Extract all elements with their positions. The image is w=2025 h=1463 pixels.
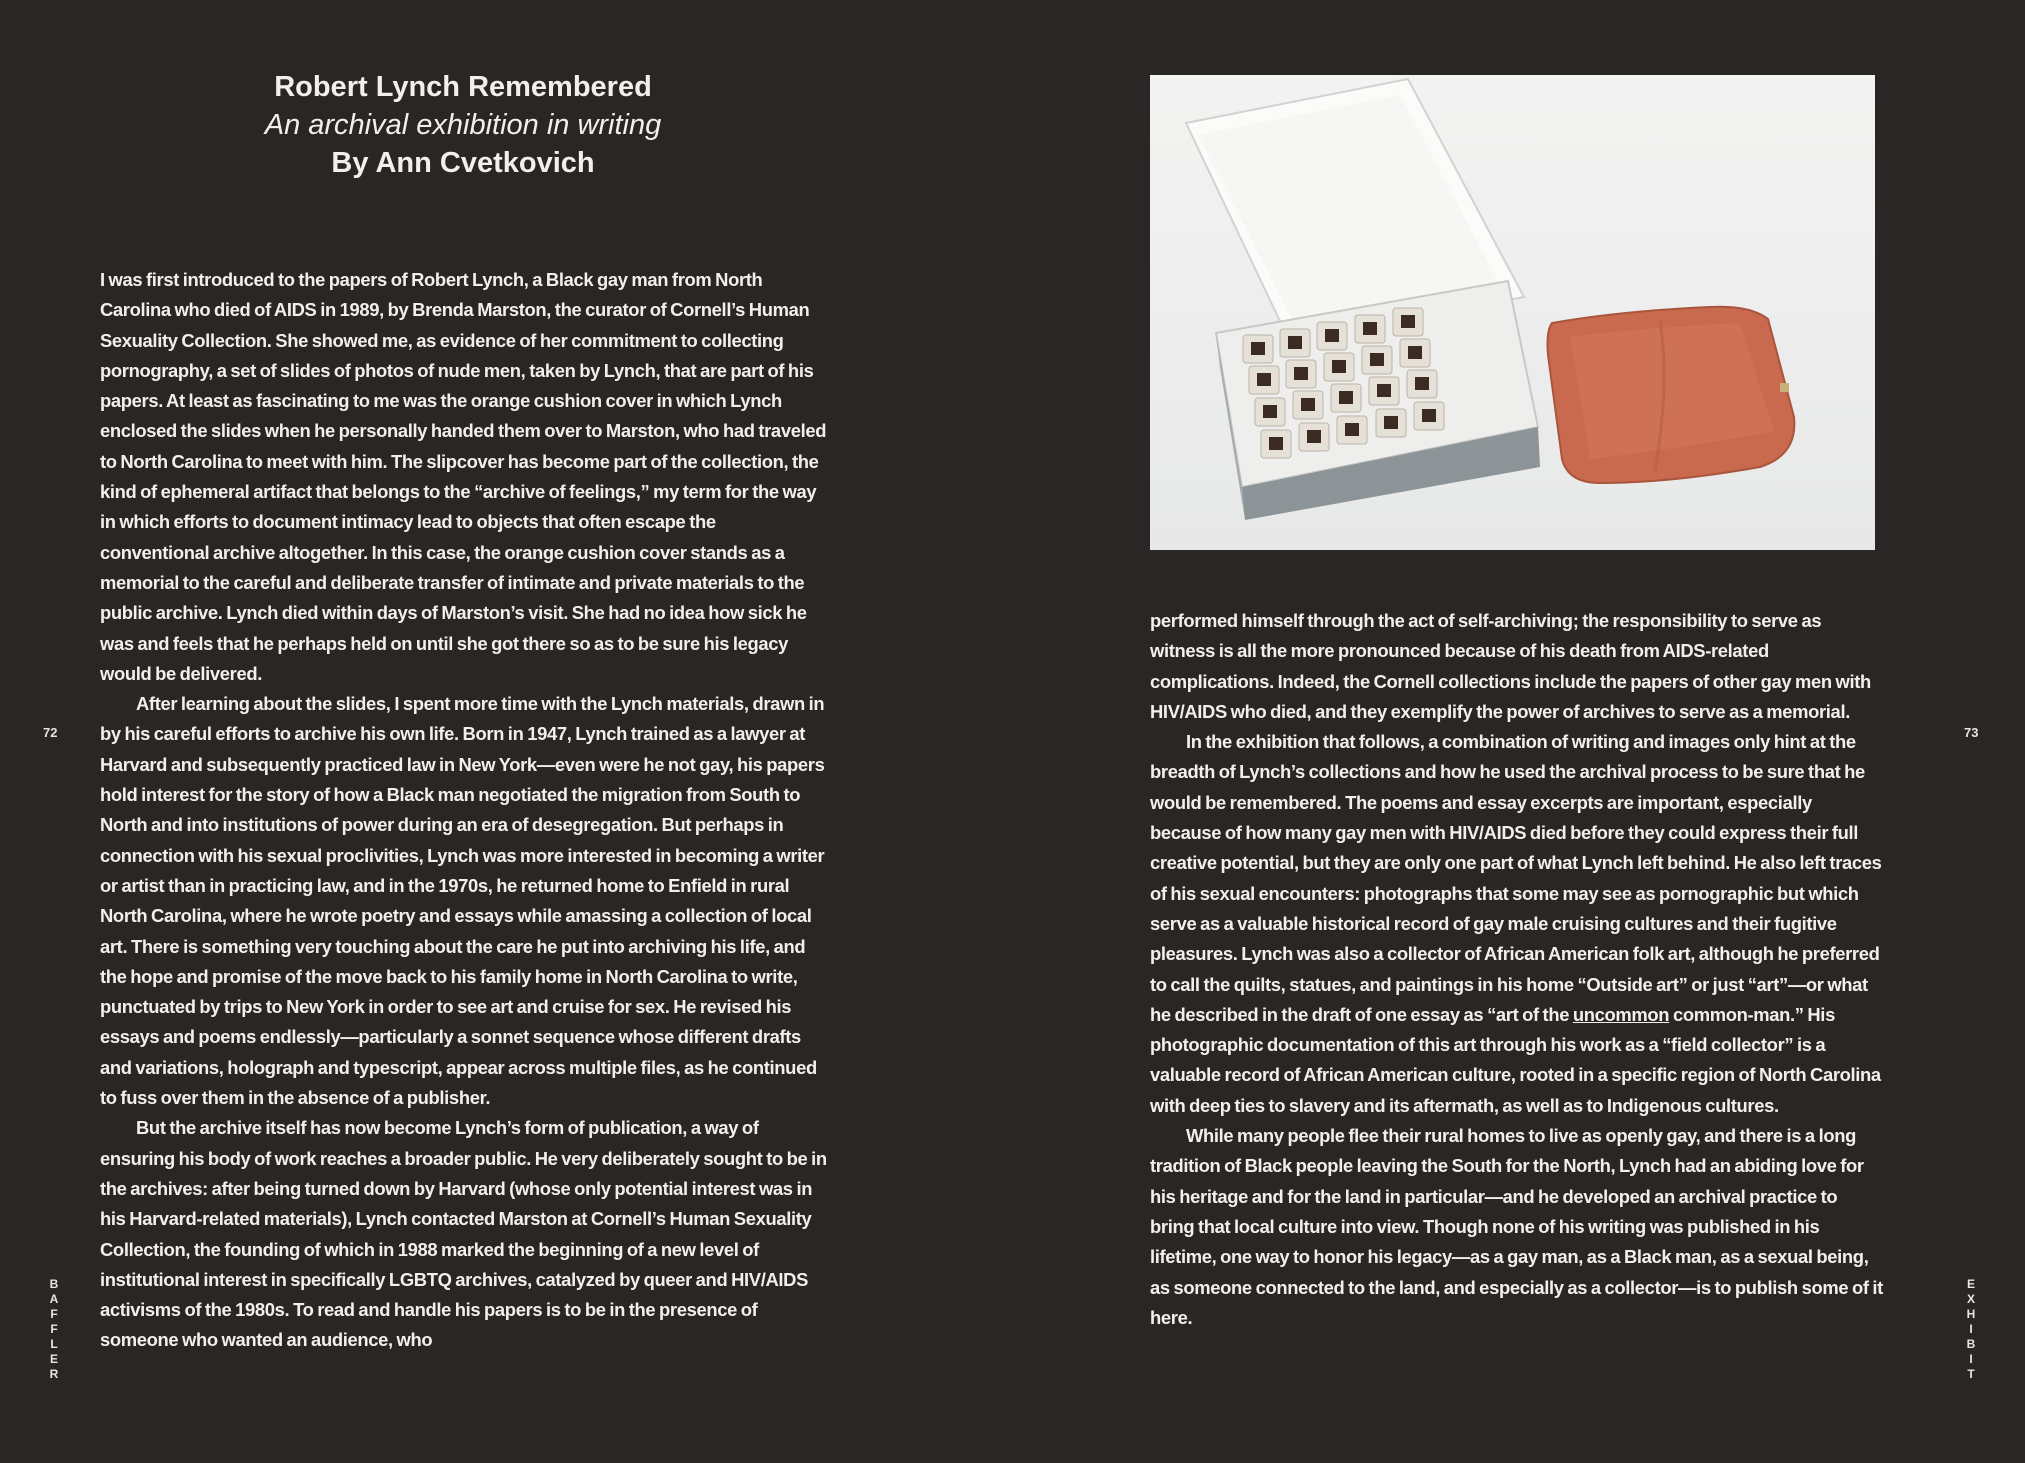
left-page: [0, 0, 1012, 1463]
article-byline: By Ann Cvetkovich: [331, 147, 595, 179]
paragraph: I was first introduced to the papers of Robert Lynch, a Black gay man from North Carolina who died of AIDS in 1989, by Brenda Marston, the curator of Cornell’s Human Sexuality Collection. She showed me, as evidence of her commitment to collecting pornography, a set of slides of photos of nude men, taken by Lynch, that are part of his papers. At least as fascinating to me was the orange cushion cover in which Lynch enclosed the slides when he personally handed them over to Marston, who had traveled to North Carolina to meet with him. The slipcover has become part of the collection, the kind of ephemeral artifact that belongs to the “archive of feelings,” my term for the way in which efforts to document intimacy lead to objects that often escape the conventional archive altogether. In this case, the orange cushion cover stands as a memorial to the careful and deliberate transfer of intimate and private materials to the public archive. Lynch died within days of Marston’s visit. She had no idea how sick he was and feels that he perhaps held on until she got there so as to be sure his legacy would be delivered.: [100, 269, 827, 684]
side-letter: R: [49, 1367, 59, 1381]
left-column-text: [100, 265, 827, 1356]
side-letter: I: [1969, 1352, 1973, 1366]
side-letter: E: [49, 1352, 58, 1366]
paragraph: [1150, 727, 1885, 1121]
article-title-block: [100, 68, 826, 182]
side-letter: F: [50, 1322, 58, 1336]
slide-box-illustration: [1150, 75, 1875, 550]
side-letter: F: [50, 1307, 58, 1321]
side-letter: I: [1969, 1322, 1973, 1336]
magazine-side-label: [46, 1277, 62, 1382]
article-title: Robert Lynch Remembered: [274, 71, 652, 103]
paragraph: But the archive itself has now become Lynch’s form of publication, a way of ensuring his body of work reaches a broader public. He very deliberately sought to be in the archives: after being turned down by Harvard (whose only potential interest was in his Harvard-related materials), Lynch contacted Marston at Cornell’s Human Sexuality Collection, the founding of which in 1988 marked the beginning of a new level of institutional interest in specifically LGBTQ archives, catalyzed by queer and HIV/AIDS activisms of the 1980s. To read and handle his papers is to be in the presence of someone who wanted an audience, who: [100, 1117, 827, 1351]
paragraph-text: In the exhibition that follows, a combination of writing and images only hint at the breadth of Lynch’s collections and how he used the archival process to be sure that he would be remembered. The poems and essay excerpts are important, especially because of how many gay men with HIV/AIDS died before they could express their full creative potential, but they are only one part of what Lynch left behind. He also left traces of his sexual encounters: photographs that some may see as pornographic but which serve as a valuable historical record of gay male cruising cultures and their fugitive pleasures. Lynch was also a collector of African American folk art, although he preferred to call the quilts, statues, and paintings in his home “Outside art” or just “art”—or what he described in the draft of one essay as “art of the: [1150, 731, 1882, 1025]
paragraph: While many people flee their rural homes to live as openly gay, and there is a long tradition of Black people leaving the South for the North, Lynch had an abiding love for his heritage and for the land in particular—and he developed an archival practice to bring that local culture into view. Though none of his writing was published in his lifetime, one way to honor his legacy—as a gay man, as a Black man, as a sexual being, as someone connected to the land, and especially as a collector—is to publish some of it here.: [1150, 1125, 1883, 1328]
orange-cushion-cover: [1548, 307, 1795, 483]
slide-box-photo: [1150, 75, 1875, 550]
article-subtitle: An archival exhibition in writing: [264, 109, 662, 141]
right-page: [1012, 0, 2025, 1463]
underlined-word: uncommon: [1572, 1003, 1670, 1025]
side-letter: A: [49, 1292, 59, 1306]
side-letter: E: [1966, 1277, 1975, 1291]
page-number-left: 72: [43, 725, 58, 740]
paragraph-text: common-man.” His photographic documentation of this art through his work as a “field collector” is a valuable record of African American culture, rooted in a specific region of North Carolina with deep ties to slavery and its aftermath, as well as to Indigenous cultures.: [1150, 1003, 1881, 1116]
side-letter: B: [49, 1277, 59, 1291]
paragraph: After learning about the slides, I spent more time with the Lynch materials, drawn in by his careful efforts to archive his own life. Born in 1947, Lynch trained as a lawyer at Harvard and subsequently practiced law in New York—even were he not gay, his papers hold interest for the story of how a Black man negotiated the migration from South to North and into institutions of power during an era of desegregation. But perhaps in connection with his sexual proclivities, Lynch was more interested in becoming a writer or artist than in practicing law, and in the 1970s, he returned home to Enfield in rural North Carolina, where he wrote poetry and essays while amassing a collection of local art. There is something very touching about the care he put into archiving his life, and the hope and promise of the move back to his family home in North Carolina to write, punctuated by trips to New York in order to see art and cruise for sex. He revised his essays and poems endlessly—particularly a sonnet sequence whose different drafts and variations, holograph and typescript, appear across multiple files, as he continued to fuss over them in the absence of a publisher.: [100, 693, 825, 1109]
side-letter: T: [1967, 1367, 1975, 1381]
page-number-right: 73: [1964, 725, 1979, 740]
side-letter: X: [1966, 1292, 1975, 1306]
right-column-text: [1150, 606, 1885, 1333]
side-letter: H: [1966, 1307, 1976, 1321]
side-letter: B: [1966, 1337, 1976, 1351]
paragraph: performed himself through the act of self-archiving; the responsibility to serve as witness is all the more pronounced because of his death from AIDS-related complications. Indeed, the Cornell collections include the papers of other gay men with HIV/AIDS who died, and they exemplify the power of archives to serve as a memorial.: [1150, 610, 1871, 722]
side-letter: L: [50, 1337, 58, 1351]
section-side-label: [1963, 1277, 1979, 1382]
